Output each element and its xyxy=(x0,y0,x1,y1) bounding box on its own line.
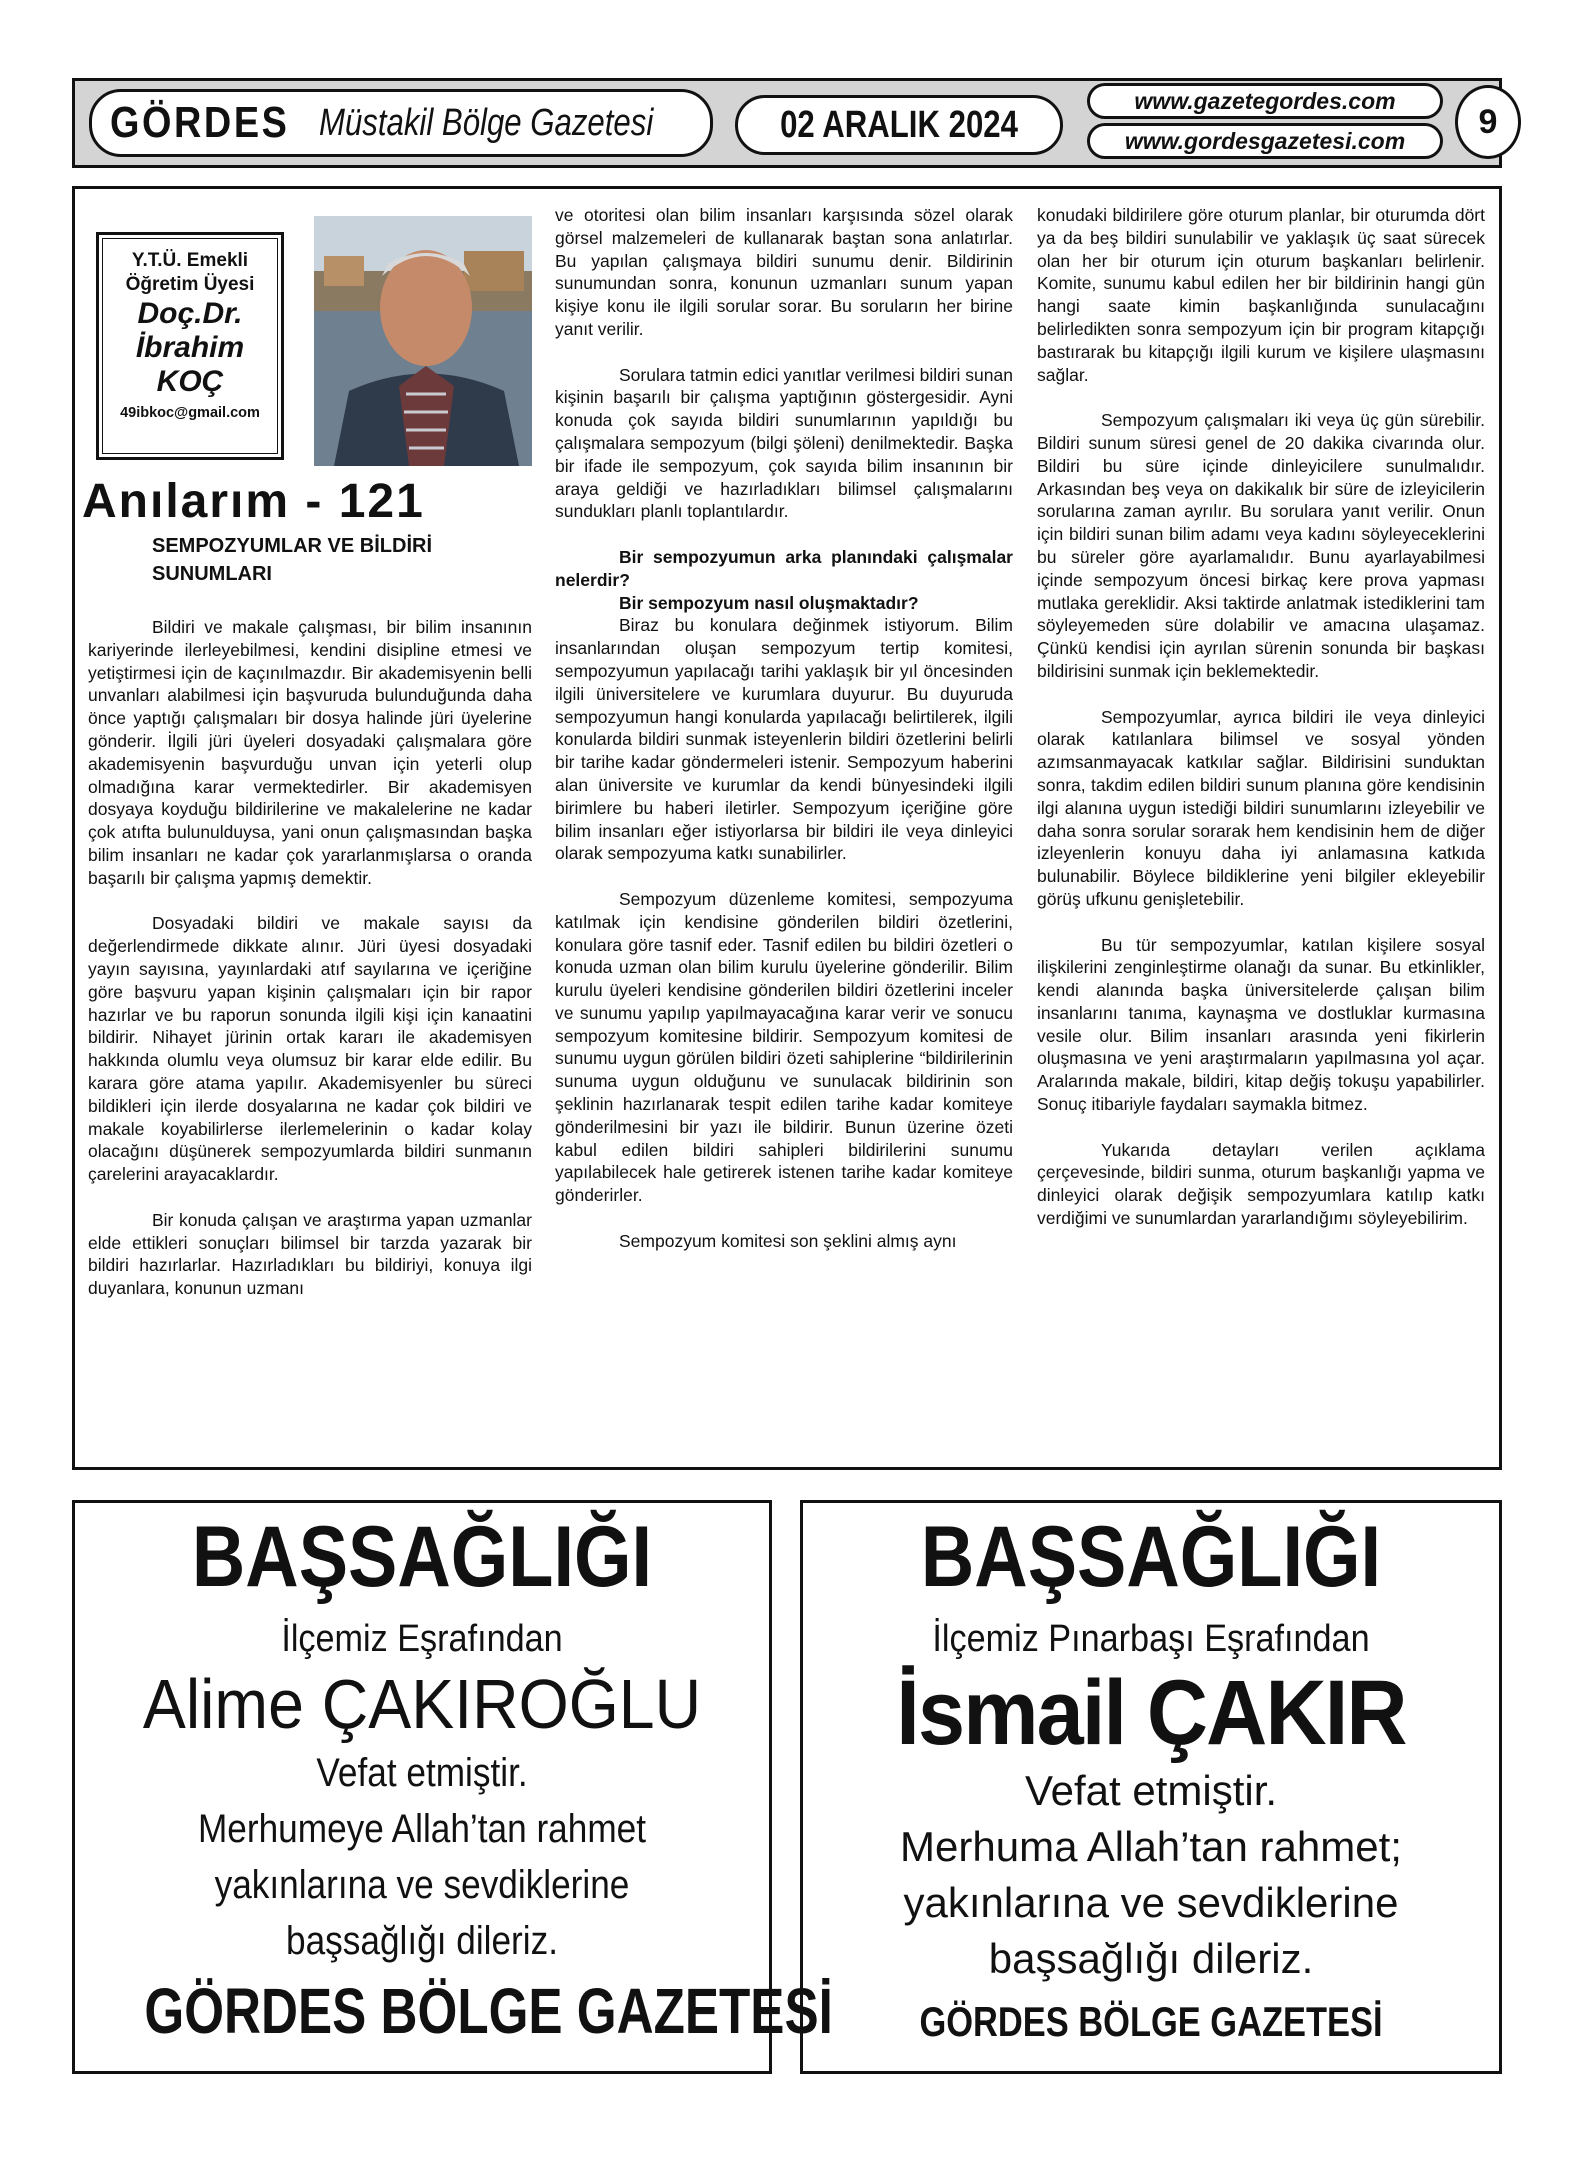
author-photo xyxy=(314,216,532,466)
author-affiliation: Y.T.Ü. Emekli xyxy=(131,250,249,271)
condolence-signature: GÖRDES BÖLGE GAZETESİ xyxy=(919,1998,1383,2045)
paragraph: Bir konuda çalışan ve araştırma yapan uzmanlar elde ettikleri sonuçları bilimsel bir tarzda yazarak bir bildiri hazırlarlar. Hazırladıkları bu bildiriyi, konuya ilgi duyanlara, konunun uzmanı xyxy=(88,1209,532,1299)
issue-date: 02 ARALIK 2024 xyxy=(780,103,1018,146)
page-number-badge xyxy=(1455,85,1521,159)
brand-pill xyxy=(89,89,713,157)
website-pill-2 xyxy=(1087,123,1443,159)
brand-name: GÖRDES xyxy=(110,98,290,147)
paragraph: Yukarıda detayları verilen açıklama çerçevesinde, bildiri sunma, oturum başkanlığı yapma ve dinleyici olarak değişik sempozyumlara katılıp katkı verdiğimi ve sunumlardan yararlandığımı söyleyebilirim. xyxy=(1037,1139,1485,1229)
brand-subtitle: Müstakil Bölge Gazetesi xyxy=(318,101,653,144)
condolence-notice-right xyxy=(800,1500,1502,2074)
author-last-name: KOÇ xyxy=(156,365,224,398)
condolence-line: Vefat etmiştir. xyxy=(1024,1767,1278,1814)
author-first-name: İbrahim xyxy=(135,331,245,364)
article-title: Anılarım - 121 xyxy=(82,475,425,528)
condolence-from: İlçemiz Eşrafından xyxy=(281,1618,563,1660)
article-subtitle: SEMPOZYUMLAR VE BİLDİRİ SUNUMLARI xyxy=(152,535,433,585)
paragraph: Bu tür sempozyumlar, katılan kişilere sosyal ilişkilerini zenginleştirme olanağı da sunar. Bu etkinlikler, kendi alanında başka üniversitelerde çalışan bilim insanlarını tanıma, kaynaşma ve dostluklar kurmasına vesile olur. Bilim insanları arasında yeni fikirlerin oluşmasına ve yeni araştırmaların yapılmasına yol açar. Aralarında makale, bildiri, kitap değiş tokuşu yapabilirler. Sonuç itibariyle faydaları saymakla bitmez. xyxy=(1037,934,1485,1115)
condolence-heading: BAŞSAĞLIĞI xyxy=(191,1509,653,1605)
condolence-line: başsağlığı dileriz. xyxy=(286,1919,558,1963)
website-1[interactable]: www.gazetegordes.com xyxy=(1134,87,1396,114)
question-heading: Bir sempozyumun arka planındaki çalışmalar nelerdir? xyxy=(555,546,1013,590)
deceased-name: Alime ÇAKIROĞLU xyxy=(142,1665,702,1743)
condolence-line: yakınlarına ve sevdiklerine xyxy=(903,1879,1399,1926)
page-number: 9 xyxy=(1478,102,1498,141)
author-position: Öğretim Üyesi xyxy=(125,274,255,295)
condolence-line: başsağlığı dileriz. xyxy=(988,1935,1314,1982)
condolence-notice-left xyxy=(72,1500,833,2074)
paragraph: ve otoritesi olan bilim insanları karşısında sözel olarak görsel malzemeleri de kullanarak baştan sona anlatırlar. Bu yapılan çalışmaya bildiri sunumu denir. Bildirinin sunumundan sonra, konunun uzmanları sunum yapan kişiye konu ile ilgili sorular sorar. Bu soruların her birine yanıt verilir. xyxy=(555,205,1013,339)
author-card xyxy=(96,232,284,460)
author-title: Doç.Dr. xyxy=(137,297,243,330)
issue-date-pill xyxy=(735,95,1063,155)
paragraph: Bildiri ve makale çalışması, bir bilim insanının kariyerinde ilerleyebilmesi, kendini disipline etmesi ve yetiştirmesi için de kaçınılmazdır. Bir akademisyenin belli unvanları alabilmesi için başvuruda bulunduğunda daha önce yaptığı çalışmaları bir dosya halinde jüri üyelerine gönderir. İlgili jüri üyeleri dosyadaki çalışmalara göre akademisyenin başvurduğu unvan için yeterli olup olmadığına karar vermektedirler. Bir akademisyen dosyaya koyduğu bildirilerine ve makalelerine ne kadar çok atıfta bulunulduysa, yani onun çalışmasından başka bilim insanları ne kadar çok yararlanmışlarsa o oranda başarılı bir çalışma yapmış demektir. xyxy=(88,617,532,888)
article-column-3 xyxy=(1037,204,1485,1230)
website-2[interactable]: www.gordesgazetesi.com xyxy=(1124,127,1406,154)
paragraph: Sempozyumlar, ayrıca bildiri ile veya dinleyici olarak katılanlara bilimsel ve sosyal yönden azımsanmayacak katkılar sağlar. Bildirisini sunduktan sonra, takdim edilen bildiri sunum planına göre kendisinin ilgi alanına uygun istediği bildiri sunumlarını izleyebilir ve daha sonra sorular sorarak hem kendisinin hem de diğer izleyenlerin konuyu daha iyi anlamasına katkıda bulunabilir. Böylece bildiklerine yeni bilgiler ekleyebilir görüş ufkunu genişletebilir. xyxy=(1037,706,1485,909)
masthead xyxy=(72,78,1502,168)
condolence-from: İlçemiz Pınarbaşı Eşrafından xyxy=(932,1618,1370,1660)
condolence-line: Vefat etmiştir. xyxy=(316,1751,528,1795)
condolence-line: Merhumeye Allah’tan rahmet xyxy=(197,1807,647,1851)
paragraph: Sempozyum komitesi son şeklini almış aynı xyxy=(619,1230,957,1251)
paragraph: konudaki bildirilere göre oturum planlar, bir oturumda dört ya da beş bildiri sunulabilir ve yaklaşık üç saat sürecek olan her bir oturum için oturum başkanları belirlenir. Komite, sunumu kabul edilen her bir bildirinin hangi gün hangi saate kimin başkanlığında sunulacağını belirledikten sonra sempozyum için bir program kitapçığı bastırarak bu kitapçığı ilgili kurum ve kişilere ulaşmasını sağlar. xyxy=(1037,205,1485,385)
condolence-line: Merhuma Allah’tan rahmet; xyxy=(900,1823,1402,1870)
paragraph: Sorulara tatmin edici yanıtlar verilmesi bildiri sunan kişinin başarılı bir çalışma yaptığının göstergesidir. Ayni konuda çok sayıda bildiri sunumlarının yapıldığı bu çalışmalara sempozyum (bilgi şöleni) denilmektedir. Başka bir ifade ile sempozyum, çok sayıda bilim insanının bir araya geldiği ve hazırladıkları bilimsel çalışmalarını sundukları planlı toplantılardır. xyxy=(555,364,1013,522)
paragraph: Dosyadaki bildiri ve makale sayısı da değerlendirmede dikkate alınır. Jüri üyesi dosyadaki yayın sayısına, yayınlardaki atıf sayılarına ve içeriğine göre başvuru yapan kişinin çalışmaları için bir rapor hazırlar ve bu raporun sonunda ilgili kişi için kanaatini bildirir. Nihayet jürinin ortak kararı ile akademisyen hakkında olumlu veya olumsuz bir karar elde edilir. Bu karara göre atama yapılır. Akademisyenler bu süreci bildikleri için ilerde dosyalarına ne kadar çok bildiri ve makale koyabilirlerse ilerlemelerinin o kadar kolay olacağını düşünerek sempozyumlarda bildiri sunmanın çarelerini arayacaklardır. xyxy=(88,913,532,1185)
author-email[interactable]: 49ibkoc@gmail.com xyxy=(120,405,260,421)
paragraph: Sempozyum düzenleme komitesi, sempozyuma katılmak için kendisine gönderilen bildiri özetlerini, konulara göre tasnif eder. Tasnif edilen bu bildiri özetleri o konuda uzman olan bilim kurulu üyelerine gönderilir. Bilim kurulu üyeleri kendisine gönderilen bildiri özetlerini inceler ve sunumu yapılıp yapılmayacağına karar verir ve sonucu sempozyum komitesine bildirir. Sempozyum komitesi de sunumu uygun görülen bildiri özeti sahiplerine “bildirilerinin sunuma uygun olduğunu ve sunulacak bildirinin son şeklinin hazırlanarak tespit edilen tarihe kadar komiteye gönderilmesini bir yazı ile bildirir. Bunun üzerine özeti kabul edilen bildiri sahipleri bildirilerini sunumu yapılabilecek hale getirerek istenen tarihe kadar komiteye gönderirler. xyxy=(555,888,1013,1206)
condolence-signature: GÖRDES BÖLGE GAZETESİ xyxy=(144,1975,833,2047)
paragraph: Sempozyum çalışmaları iki veya üç gün sürebilir. Bildiri sunum süresi genel de 20 dakika civarında olur. Bildiri bu süre içinde dinleyicilere sunulmalıdır. Arkasından beş veya on dakikalık bir süre de izleyicilerin sorularına zaman ayrılır. Bu sorulara yanıt verilir. Onun için bildiri sunan bilim adamı veya kadını söyleyeceklerini bu süreler göre ayarlamalıdır. Bunu ayarlayabilmesi içinde sempozyum öncesi birkaç kere prova yapması mutlaka gereklidir. Aksi taktirde anlatmak istediklerini tam söyleyemeden süre dolabilir ve amacına ulaşamaz. Çünkü kendisi için ayrılan sürenin sonunda bir başkası bildirisini sunmak için beklemektedir. xyxy=(1037,410,1485,681)
article-column-1 xyxy=(88,616,532,1300)
condolence-line: yakınlarına ve sevdiklerine xyxy=(214,1863,630,1907)
deceased-name: İsmail ÇAKIR xyxy=(896,1662,1406,1764)
condolence-heading: BAŞSAĞLIĞI xyxy=(920,1509,1382,1605)
article-column-2 xyxy=(555,204,1013,1253)
question-heading: Bir sempozyum nasıl oluşmaktadır? xyxy=(619,592,919,613)
paragraph: Biraz bu konulara değinmek istiyorum. Bilim insanlarından oluşan sempozyum tertip komitesi, sempozyumun yapılacağı tarihi yaklaşık bir yıl öncesinden ilgili üniversitelere ve kurumlara duyurur. Bu duyuruda sempozyumun hangi konularda yapılacağı belirtilerek, ilgili konularda bildiri sunmak isteyenlerin bildiri özetlerini belirli bir tarihe kadar göndermeleri istenir. Sempozyum haberini alan üniversite ve kurumlar da kendi bünyesindeki ilgili birimlere bu haberi iletirler. Sempozyum içeriğine göre bilim insanları eğer istiyorlarsa bir bildiri ile veya dinleyici olarak sempozyuma katkı sunabilirler. xyxy=(555,615,1013,864)
website-pill-1 xyxy=(1087,83,1443,119)
